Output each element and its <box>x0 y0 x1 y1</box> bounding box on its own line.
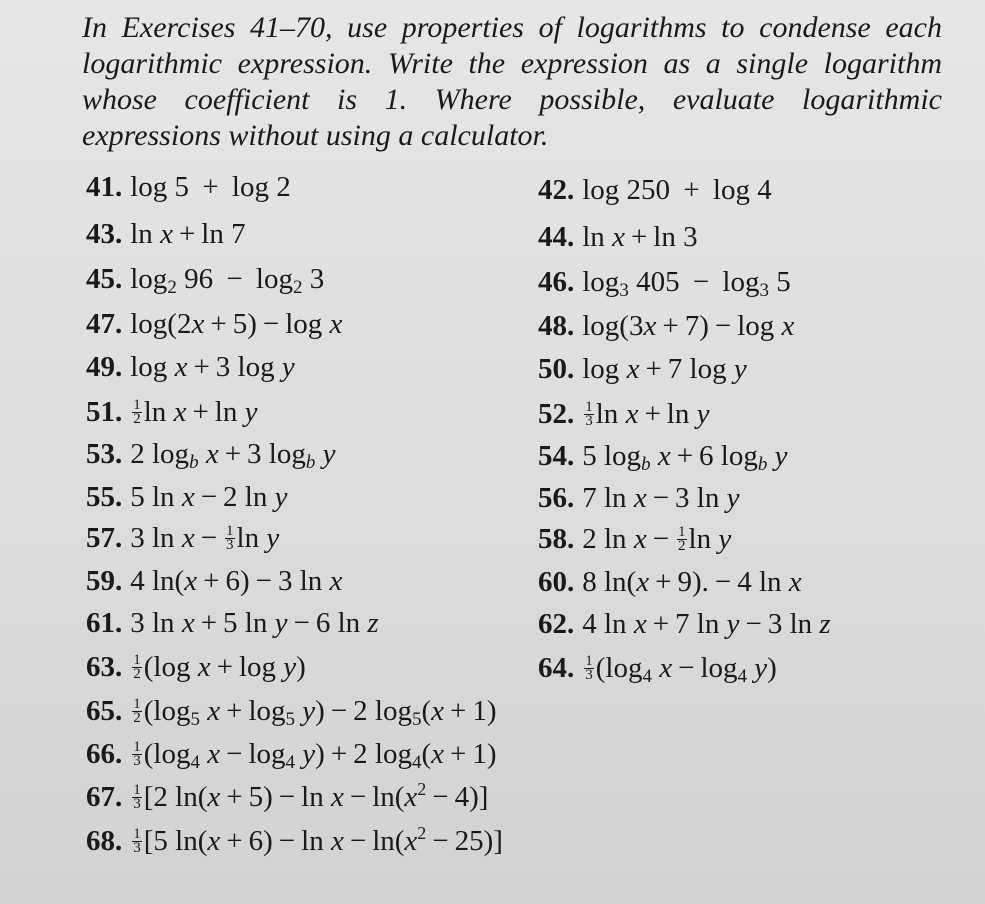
instructions-line: expressions without using a calculator. <box>82 119 549 152</box>
exercise-expression: log x + 3 log y <box>130 351 295 383</box>
exercise-number: 43. <box>86 218 123 250</box>
exercise-number: 53. <box>86 438 123 470</box>
exercise-expression: $\log_2 96 - \log_2 3$ <box>130 263 325 298</box>
exercise-expression: log(2x + 5) − log x <box>130 308 343 340</box>
exercise-expression: 2 $\log_b x + 3$ $\log_b y$ <box>130 438 336 473</box>
exercise-56 <box>538 481 739 515</box>
exercise-number: 61. <box>86 607 123 639</box>
exercise-number: 42. <box>538 174 575 206</box>
instructions-line: whose coefficient is 1. Where possible, evaluate logarithmic <box>82 83 942 116</box>
exercise-64 <box>538 651 777 685</box>
exercise-50 <box>538 352 747 386</box>
exercise-expression: 4 ln(x + 6) − 3 ln x <box>130 565 343 597</box>
instructions-line: logarithmic expression. Write the expression as a single logarithm <box>82 47 942 80</box>
exercise-number: 54. <box>538 440 575 472</box>
exercise-expression: 2 ln x − $\frac{1}{2}$ ln y <box>582 523 732 555</box>
exercise-47 <box>86 307 342 341</box>
exercise-44 <box>538 220 698 254</box>
exercise-number: 48. <box>538 310 575 342</box>
exercise-41 <box>86 170 291 204</box>
exercise-46 <box>538 265 791 299</box>
exercise-51 <box>86 395 257 429</box>
exercise-number: 52. <box>538 398 575 430</box>
exercise-59 <box>86 564 342 598</box>
exercise-number: 56. <box>538 482 575 514</box>
instructions-paragraph <box>82 10 942 154</box>
exercise-expression: 5 $\log_b x + 6$ $\log_b y$ <box>582 440 788 475</box>
exercise-expression: $\frac{1}{2}$ ($\log_5$ $x + \log_5 y) - 2$ $\log_5(x + 1)$ <box>133 695 497 730</box>
exercise-expression: $\frac{1}{2}$ (log x + log y) <box>133 651 306 683</box>
exercise-43 <box>86 217 246 251</box>
exercise-65 <box>86 694 497 728</box>
exercise-42 <box>538 173 772 207</box>
exercise-number: 58. <box>538 523 575 555</box>
exercise-55 <box>86 480 287 514</box>
exercise-expression: 4 ln x + 7 ln y − 3 ln z <box>582 608 831 640</box>
exercise-expression: $\frac{1}{3}$ ln x + ln y <box>585 398 710 430</box>
exercise-57 <box>86 521 279 555</box>
exercise-number: 60. <box>538 566 575 598</box>
exercise-expression: log(3x + 7) − log x <box>582 310 795 342</box>
exercise-61 <box>86 606 379 640</box>
exercise-expression: $\frac{1}{2}$ ln x + ln y <box>133 396 258 428</box>
exercise-number: 51. <box>86 396 123 428</box>
exercise-expression: 7 ln x − 3 ln y <box>582 482 740 514</box>
exercise-expression: 8 ln(x + 9). − 4 ln x <box>582 566 802 598</box>
instructions-line: In Exercises 41–70, use properties of logarithms to condense each <box>82 11 942 44</box>
exercise-number: 46. <box>538 266 575 298</box>
exercise-58 <box>538 522 731 556</box>
exercise-number: 49. <box>86 351 123 383</box>
exercise-expression: $\frac{1}{3}$ [2 $\ln(x + 5) - \ln x - \ln(x^2 - 4)$] <box>133 779 489 813</box>
exercise-62 <box>538 607 831 641</box>
exercise-number: 47. <box>86 308 123 340</box>
exercise-66 <box>86 737 497 771</box>
exercise-number: 57. <box>86 522 123 554</box>
exercise-expression: ln x + ln 7 <box>130 218 246 250</box>
exercise-52 <box>538 397 709 431</box>
exercise-54 <box>538 439 787 473</box>
exercise-number: 66. <box>86 738 123 770</box>
exercise-expression: $\frac{1}{3}$ ($\log_4$ $x - \log_4 y$) <box>585 652 777 687</box>
exercise-number: 41. <box>86 171 123 203</box>
exercise-number: 45. <box>86 263 123 295</box>
exercise-number: 44. <box>538 221 575 253</box>
exercise-number: 62. <box>538 608 575 640</box>
exercise-expression: log x + 7 log y <box>582 353 747 385</box>
exercise-expression: $\log_3 405 - \log_3 5$ <box>582 266 791 301</box>
exercise-number: 68. <box>86 825 123 857</box>
exercise-number: 67. <box>86 781 123 813</box>
exercise-expression: 3 ln x + 5 ln y − 6 ln z <box>130 607 379 639</box>
exercise-48 <box>538 309 794 343</box>
exercise-53 <box>86 437 335 471</box>
exercise-67 <box>86 780 488 814</box>
exercise-45 <box>86 262 324 296</box>
exercise-expression: $\frac{1}{3}$ ($\log_4$ $x - \log_4 y) + 2$ $\log_4(x + 1)$ <box>133 738 497 773</box>
exercise-number: 59. <box>86 565 123 597</box>
exercise-expression: 3 ln x − $\frac{1}{3}$ ln y <box>130 522 280 554</box>
exercise-expression: ln x + ln 3 <box>582 221 698 253</box>
exercise-number: 55. <box>86 481 123 513</box>
exercise-68 <box>86 824 503 858</box>
exercise-expression: log 5 + log 2 <box>130 171 291 203</box>
exercise-number: 64. <box>538 652 575 684</box>
exercise-expression: $\frac{1}{3}$ [5 $\ln(x + 6) - \ln x - \ln(x^2 - 25)$] <box>133 823 503 857</box>
exercise-expression: log 250 + log 4 <box>582 174 772 206</box>
exercise-number: 63. <box>86 651 123 683</box>
exercise-60 <box>538 565 802 599</box>
exercise-number: 50. <box>538 353 575 385</box>
exercise-number: 65. <box>86 695 123 727</box>
exercise-63 <box>86 650 306 684</box>
exercise-49 <box>86 350 295 384</box>
exercise-expression: 5 ln x − 2 ln y <box>130 481 288 513</box>
